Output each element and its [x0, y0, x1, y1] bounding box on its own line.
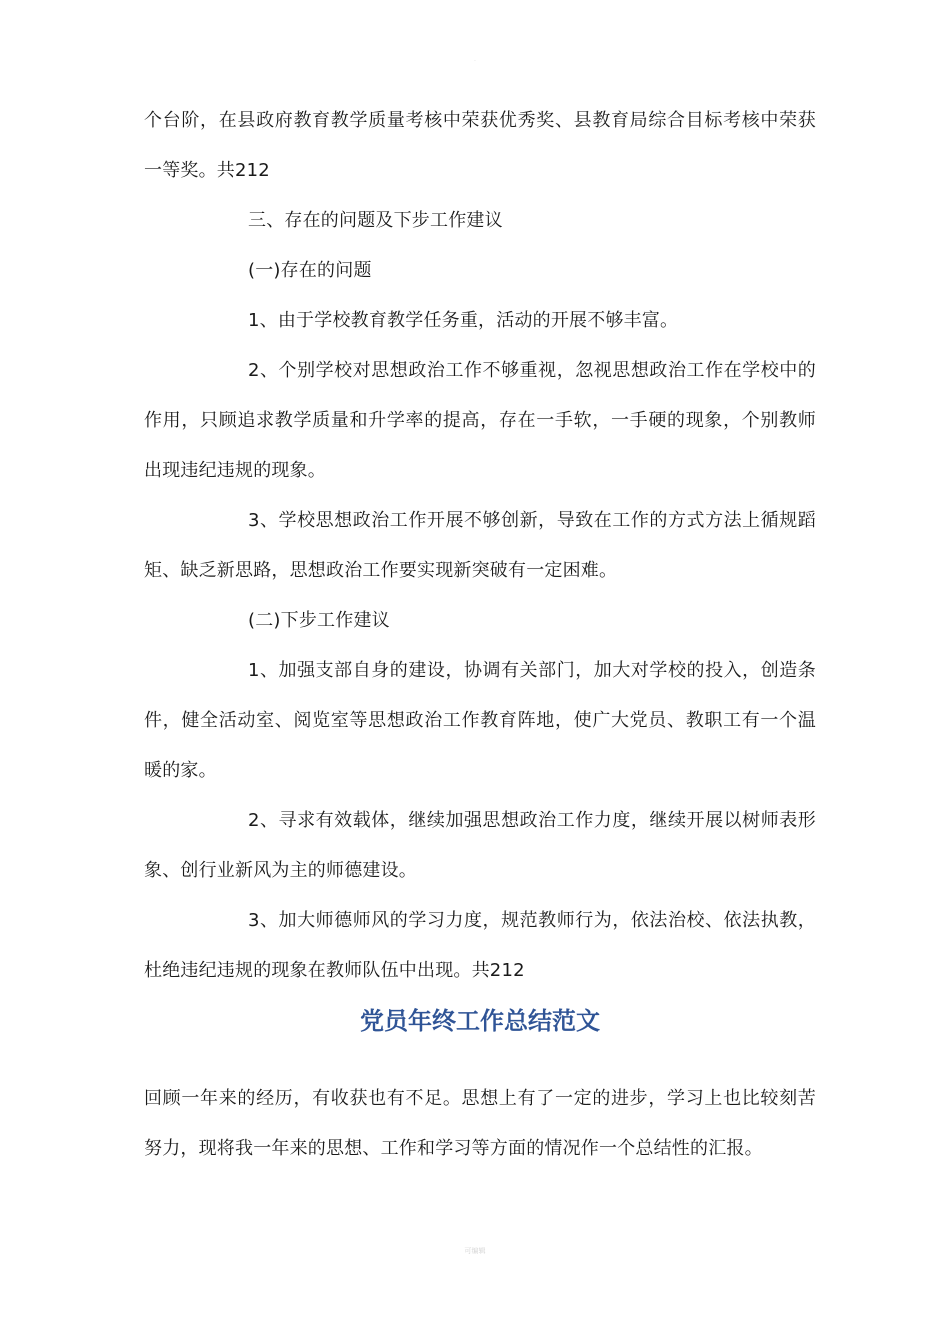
footer-watermark: 可编辑 — [464, 1247, 486, 1255]
paragraph: 三、存在的问题及下步工作建议 — [248, 210, 503, 231]
paragraph: 1、由于学校教育教学任务重，活动的开展不够丰富。 — [248, 310, 679, 331]
paragraph: (一)存在的问题 — [248, 260, 372, 281]
paragraph: 3、学校思想政治工作开展不够创新，导致在工作的方式方法上循规蹈矩、缺乏新思路，思想政治工作要实现新突破有一定困难。 — [144, 510, 816, 581]
paragraph: (二)下步工作建议 — [248, 610, 390, 631]
bottom-section — [144, 1074, 816, 1174]
paragraph: 回顾一年来的经历，有收获也有不足。思想上有了一定的进步，学习上也比较刻苦努力，现将我一年来的思想、工作和学习等方面的情况作一个总结性的汇报。 — [144, 1088, 816, 1159]
paragraph: 个台阶，在县政府教育教学质量考核中荣获优秀奖、县教育局综合目标考核中荣获一等奖。共212 — [144, 110, 816, 181]
paragraph: 2、个别学校对思想政治工作不够重视，忽视思想政治工作在学校中的作用，只顾追求教学质量和升学率的提高，存在一手软，一手硬的现象，个别教师出现违纪违规的现象。 — [144, 360, 816, 481]
paragraph: 3、加大师德师风的学习力度，规范教师行为，依法治校、依法执教，杜绝违纪违规的现象在教师队伍中出现。共212 — [144, 910, 816, 981]
paragraph: 2、寻求有效载体，继续加强思想政治工作力度，继续开展以树师表形象、创行业新风为主的师德建设。 — [144, 810, 816, 881]
header-mark: · — [474, 58, 476, 65]
top-section — [144, 96, 816, 996]
document-title: 党员年终工作总结范文 — [360, 1007, 600, 1035]
paragraph: 1、加强支部自身的建设，协调有关部门，加大对学校的投入，创造条件，健全活动室、阅览室等思想政治工作教育阵地，使广大党员、教职工有一个温暖的家。 — [144, 660, 816, 781]
document-body — [144, 96, 816, 1174]
